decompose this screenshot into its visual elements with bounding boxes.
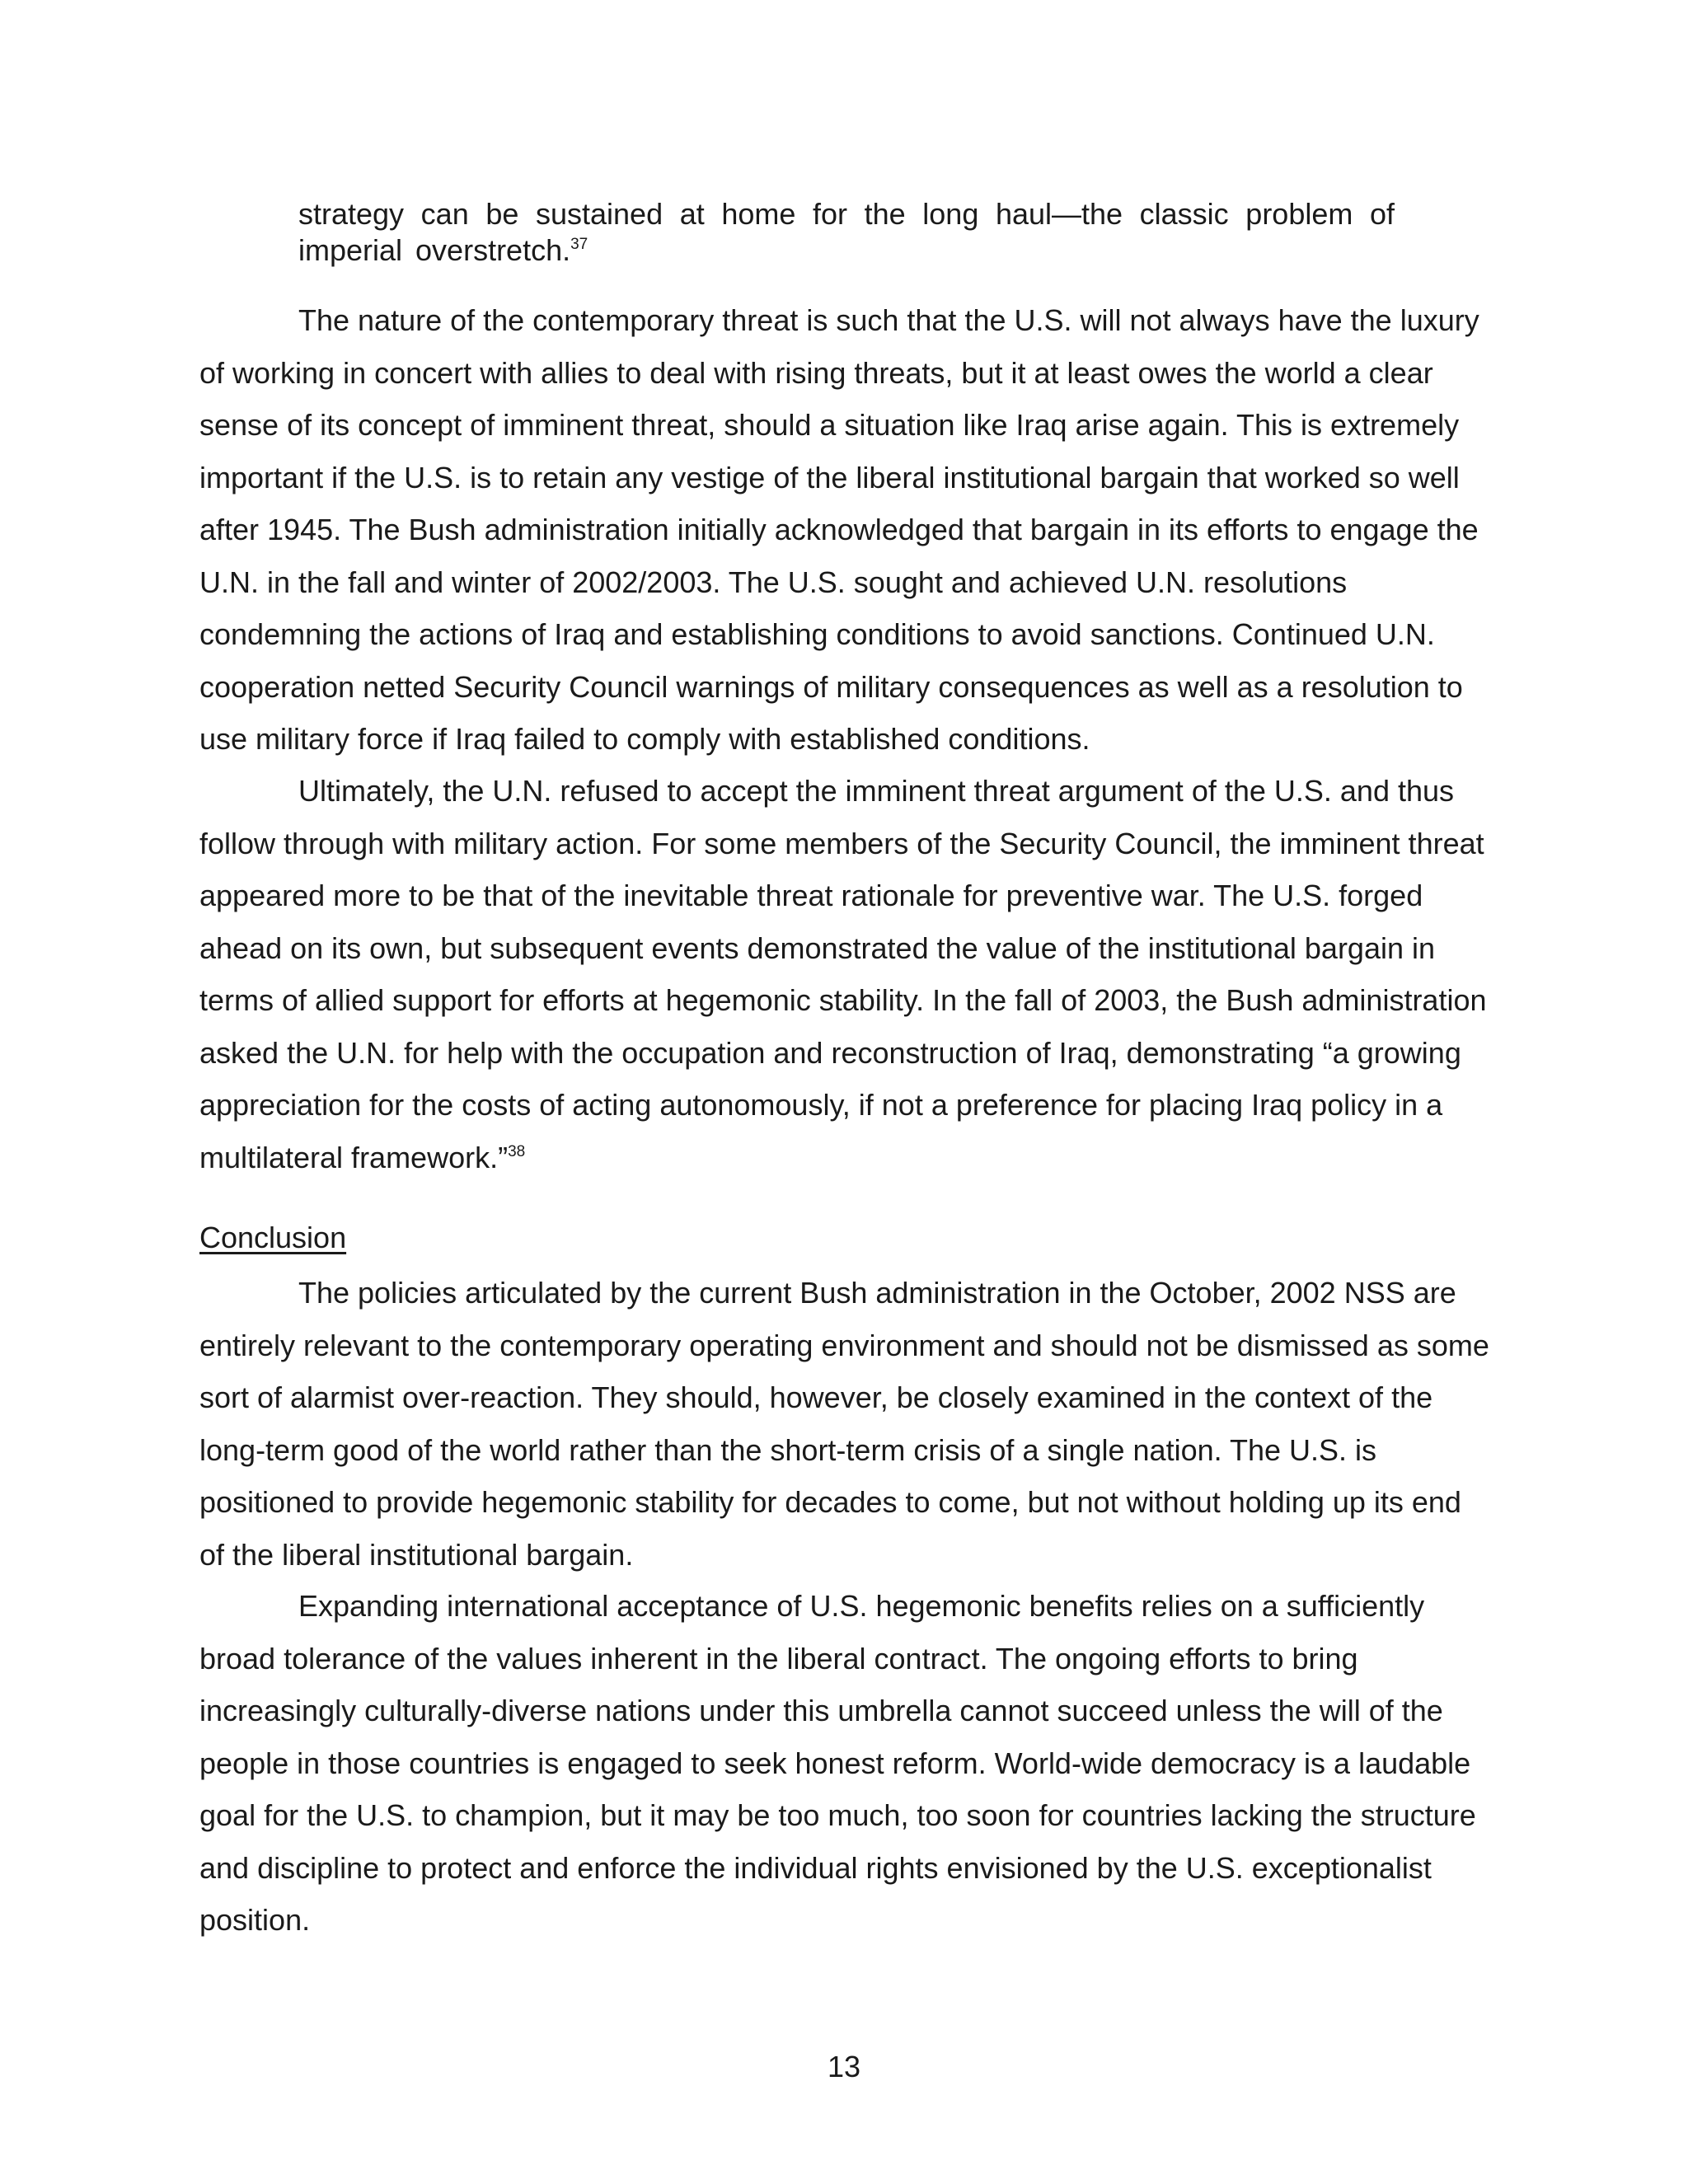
block-quote-text: strategy can be sustained at home for the long haul—the classic problem of imperial overstretch. [298,197,1395,267]
paragraph-text: The nature of the contemporary threat is such that the U.S. will not always have the luxury of working in concert with allies to deal with rising threats, but it at least owes the world a clear sense of its concept of imminent threat, should a situation like Iraq arise again. This is extremely important if the U.S. is to retain any vestige of the liberal institutional bargain that worked so well after 1945. The Bush administration initially acknowledged that bargain in its efforts to engage the U.N. in the fall and winter of 2002/2003. The U.S. sought and achieved U.N. resolutions condemning the actions of Iraq and establishing conditions to avoid sanctions. Continued U.N. cooperation netted Security Council warnings of military consequences as well as a resolution to use military force if Iraq failed to comply with established conditions. [199,303,1479,756]
body-paragraph [199,294,1493,766]
section-heading: Conclusion [199,1221,347,1254]
body-paragraph [199,1267,1493,1581]
page-number: 13 [827,2050,861,2083]
paragraph-text: The policies articulated by the current Bush administration in the October, 2002 NSS are entirely relevant to the contemporary operating environment and should not be dismissed as some sort of alarmist over-reaction. They should, however, be closely examined in the context of the long-term good of the world rather than the short-term crisis of a single nation. The U.S. is positioned to provide hegemonic stability for decades to come, but not without holding up its end of the liberal institutional bargain. [199,1276,1489,1572]
footnote-marker-38: 38 [508,1142,526,1160]
paragraph-text: Ultimately, the U.N. refused to accept the imminent threat argument of the U.S. and thus follow through with military action. For some members of the Security Council, the imminent threat appeared more to be that of the inevitable threat rationale for preventive war. The U.S. forged ahead on its own, but subsequent events demonstrated the value of the institutional bargain in terms of allied support for efforts at hegemonic stability. In the fall of 2003, the Bush administration asked the U.N. for help with the occupation and reconstruction of Iraq, demonstrating “a growing appreciation for the costs of acting autonomously, if not a preference for placing Iraq policy in a multilateral framework.” [199,774,1487,1174]
body-paragraph [199,1580,1493,1947]
paragraph-text: Expanding international acceptance of U.S. hegemonic benefits relies on a sufficiently broad tolerance of the values inherent in the liberal contract. The ongoing efforts to bring increasingly culturally-diverse nations under this umbrella cannot succeed unless the will of the people in those countries is engaged to seek honest reform. World-wide democracy is a laudable goal for the U.S. to champion, but it may be too much, too soon for countries lacking the structure and discipline to protect and enforce the individual rights envisioned by the U.S. exceptionalist position. [199,1589,1476,1937]
body-paragraph [199,765,1493,1183]
footnote-marker-37: 37 [570,236,588,253]
block-quote [298,196,1395,269]
